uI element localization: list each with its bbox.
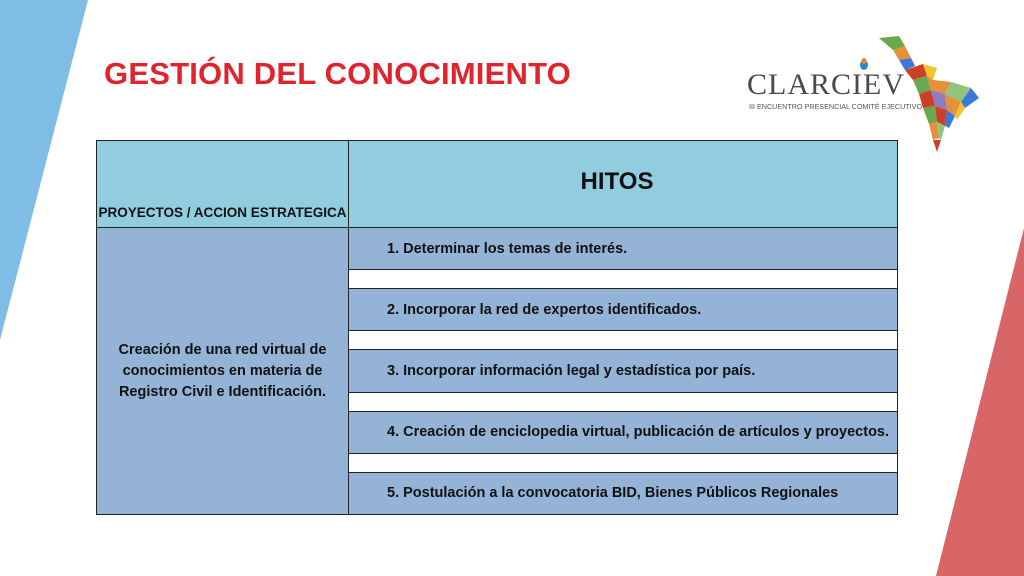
row-spacer [349, 392, 898, 411]
clarciev-logo [745, 36, 985, 156]
header-milestones-label: HITOS [580, 168, 654, 195]
project-description: Creación de una red virtual de conocimientos en materia de Registro Civil e Identificación. [97, 228, 349, 515]
milestone-2: 2. Incorporar la red de expertos identificados. [349, 289, 898, 331]
slide-title: GESTIÓN DEL CONOCIMIENTO [104, 56, 571, 91]
logo-subtitle: III ENCUENTRO PRESENCIAL COMITÉ EJECUTIVO [749, 102, 923, 111]
row-spacer [349, 331, 898, 350]
row-spacer [349, 453, 898, 472]
logo-name: CLARCIEV [747, 68, 905, 101]
header-milestones [349, 141, 898, 228]
milestone-4: 4. Creación de enciclopedia virtual, publicación de artículos y proyectos. [349, 411, 898, 453]
milestone-5: 5. Postulación a la convocatoria BID, Bienes Públicos Regionales [349, 472, 898, 514]
right-red-stripe [936, 228, 1024, 576]
milestone-1: 1. Determinar los temas de interés. [349, 228, 898, 270]
latin-america-map-icon [875, 36, 979, 154]
milestones-table [96, 140, 898, 515]
milestone-3: 3. Incorporar información legal y estadística por país. [349, 350, 898, 392]
header-projects: PROYECTOS / ACCION ESTRATEGICA [97, 141, 349, 228]
left-blue-stripe [0, 0, 88, 340]
row-spacer [349, 270, 898, 289]
